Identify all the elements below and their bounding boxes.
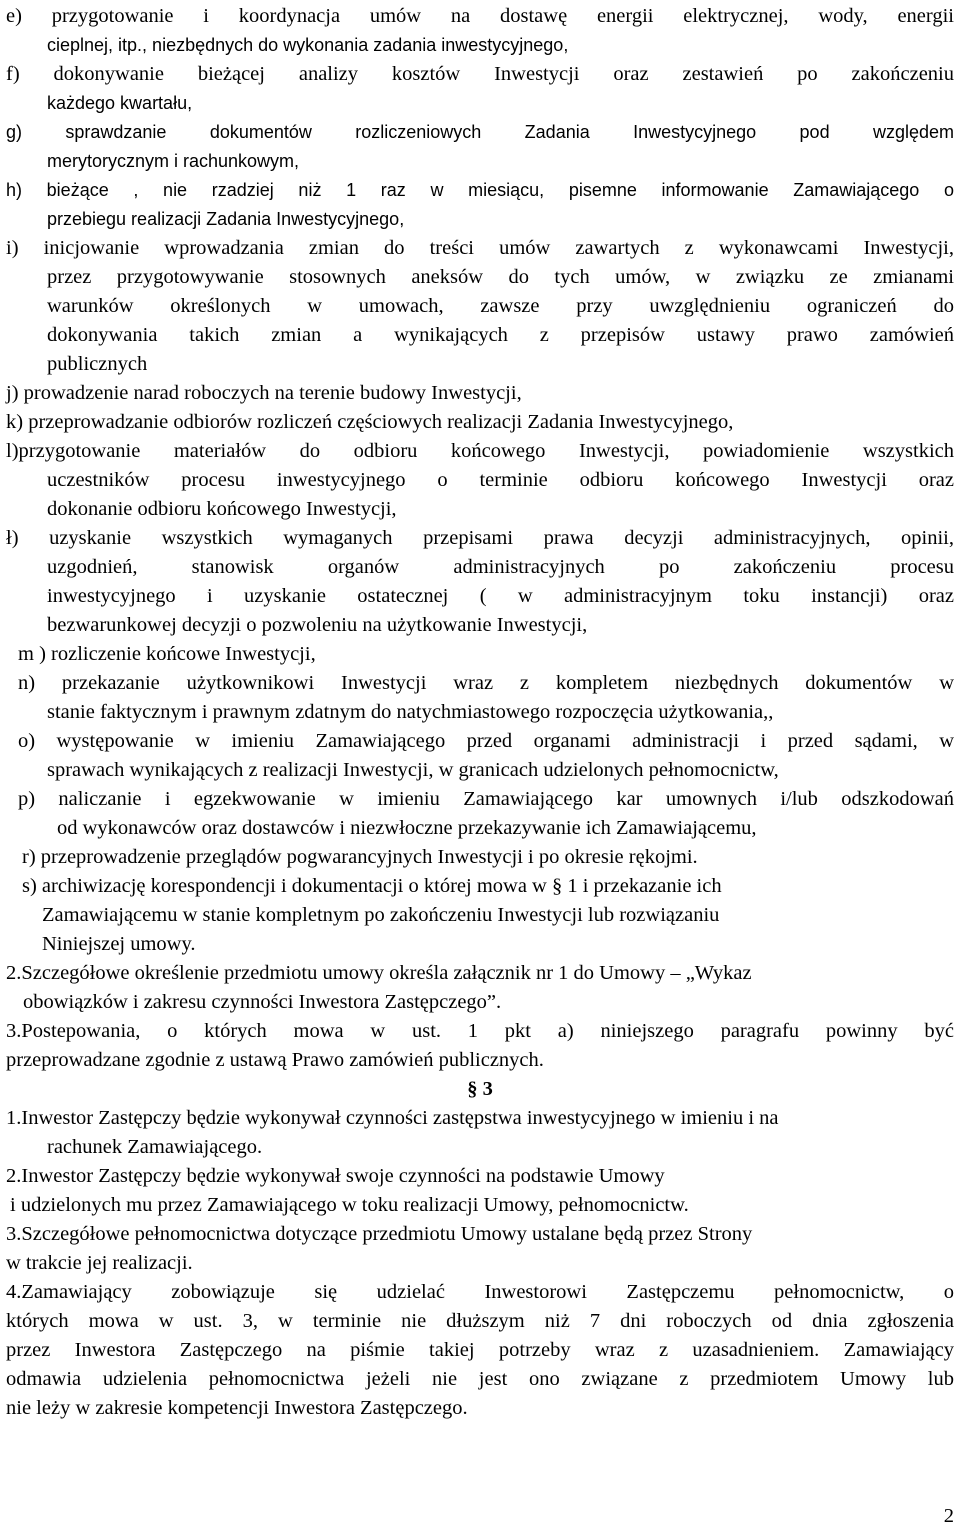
text-line: w trakcie jej realizacji. [6, 1252, 193, 1274]
text-line: przebiegu realizacji Zadania Inwestycyjnego, [47, 209, 405, 229]
text-line: k) przeprowadzanie odbiorów rozliczeń częściowych realizacji Zadania Inwestycyjnego, [6, 411, 734, 433]
text-line: j) prowadzenie narad roboczych na terenie budowy Inwestycji, [6, 382, 522, 404]
text-line: których mowa w ust. 3, w terminie nie dłuższym niż 7 dni roboczych od dnia zgłoszenia [6, 1310, 954, 1332]
text-line: każdego kwartału, [47, 93, 193, 113]
text-line: publicznych [47, 353, 148, 375]
page-number: 2 [943, 1505, 954, 1527]
text-line: merytorycznym i rachunkowym, [47, 151, 300, 171]
text-line: rachunek Zamawiającego. [47, 1136, 263, 1158]
text-line: odmawia udzielenia pełnomocnictwa jeżeli nie jest ono związane z przedmiotem Umowy lub [6, 1368, 954, 1390]
text-line: 2.Szczegółowe określenie przedmiotu umowy określa załącznik nr 1 do Umowy – „Wykaz [6, 962, 752, 984]
text-line: przez Inwestora Zastępczego na piśmie takiej potrzeby wraz z uzasadnieniem. Zamawiający [6, 1339, 954, 1361]
text-line: Niniejszej umowy. [42, 933, 196, 955]
text-line: ł) uzyskanie wszystkich wymaganych przepisami prawa decyzji administracyjnych, opinii, [6, 527, 954, 549]
text-line: stanie faktycznym i prawnym zdatnym do natychmiastowego rozpoczęcia użytkowania,, [47, 701, 774, 723]
text-line: h) bieżące , nie rzadziej niż 1 raz w miesiącu, pisemne informowanie Zamawiającego o [6, 180, 954, 200]
text-line: n) przekazanie użytkownikowi Inwestycji wraz z kompletem niezbędnych dokumentów w [18, 672, 954, 694]
text-line: warunków określonych w umowach, zawsze przy uwzględnieniu ograniczeń do [47, 295, 954, 317]
text-line: i) inicjowanie wprowadzania zmian do treści umów zawartych z wykonawcami Inwestycji, [6, 237, 954, 259]
text-line: od wykonawców oraz dostawców i niezwłoczne przekazywanie ich Zamawiającemu, [57, 817, 757, 839]
text-line: f) dokonywanie bieżącej analizy kosztów Inwestycji oraz zestawień po zakończeniu [6, 63, 954, 85]
text-line: cieplnej, itp., niezbędnych do wykonania zadania inwestycyjnego, [47, 35, 569, 55]
text-line: s) archiwizację korespondencji i dokumentacji o której mowa w § 1 i przekazanie ich [22, 875, 722, 897]
text-line: Zamawiającemu w stanie kompletnym po zakończeniu Inwestycji lub rozwiązaniu [42, 904, 720, 926]
text-line: uczestników procesu inwestycyjnego o terminie odbioru końcowego Inwestycji oraz [47, 469, 954, 491]
text-line: 4.Zamawiający zobowiązuje się udzielać Inwestorowi Zastępczemu pełnomocnictw, o [6, 1281, 954, 1303]
text-line: e) przygotowanie i koordynacja umów na dostawę energii elektrycznej, wody, energii [6, 5, 954, 27]
text-line: dokonywania takich zmian a wynikających z przepisów ustawy prawo zamówień [47, 324, 954, 346]
text-line: p) naliczanie i egzekwowanie w imieniu Zamawiającego kar umownych i/lub odszkodowań [18, 788, 954, 810]
text-line: sprawach wynikających z realizacji Inwestycji, w granicach udzielonych pełnomocnictw, [47, 759, 779, 781]
text-line: 1.Inwestor Zastępczy będzie wykonywał czynności zastępstwa inwestycyjnego w imieniu i na [6, 1107, 779, 1129]
text-line: 3.Szczegółowe pełnomocnictwa dotyczące przedmiotu Umowy ustalane będą przez Strony [6, 1223, 753, 1245]
text-line: dokonanie odbioru końcowego Inwestycji, [47, 498, 397, 520]
text-line: bezwarunkowej decyzji o pozwoleniu na użytkowanie Inwestycji, [47, 614, 588, 636]
section-heading: § 3 [467, 1078, 493, 1100]
text-line: obowiązków i zakresu czynności Inwestora Zastępczego”. [23, 991, 502, 1013]
text-line: 3.Postepowania, o których mowa w ust. 1 pkt a) niniejszego paragrafu powinny być [6, 1020, 954, 1042]
text-line: nie leży w zakresie kompetencji Inwestora Zastępczego. [6, 1397, 468, 1419]
text-line: uzgodnień, stanowisk organów administracyjnych po zakończeniu procesu [47, 556, 954, 578]
text-line: r) przeprowadzenie przeglądów pogwarancyjnych Inwestycji i po okresie rękojmi. [22, 846, 698, 868]
text-line: 2.Inwestor Zastępczy będzie wykonywał swoje czynności na podstawie Umowy [6, 1165, 665, 1187]
text-line: inwestycyjnego i uzyskanie ostatecznej ( w administracyjnym toku instancji) oraz [47, 585, 954, 607]
text-line: o) występowanie w imieniu Zamawiającego przed organami administracji i przed sądami, w [18, 730, 954, 752]
text-line: przeprowadzane zgodnie z ustawą Prawo zamówień publicznych. [6, 1049, 544, 1071]
text-line: i udzielonych mu przez Zamawiającego w toku realizacji Umowy, pełnomocnictw. [10, 1194, 689, 1216]
text-line: m ) rozliczenie końcowe Inwestycji, [18, 643, 316, 665]
text-line: l)przygotowanie materiałów do odbioru końcowego Inwestycji, powiadomienie wszystkich [6, 440, 954, 462]
text-line: g) sprawdzanie dokumentów rozliczeniowych Zadania Inwestycyjnego pod względem [6, 122, 954, 142]
text-line: przez przygotowywanie stosownych aneksów do tych umów, w związku ze zmianami [47, 266, 954, 288]
